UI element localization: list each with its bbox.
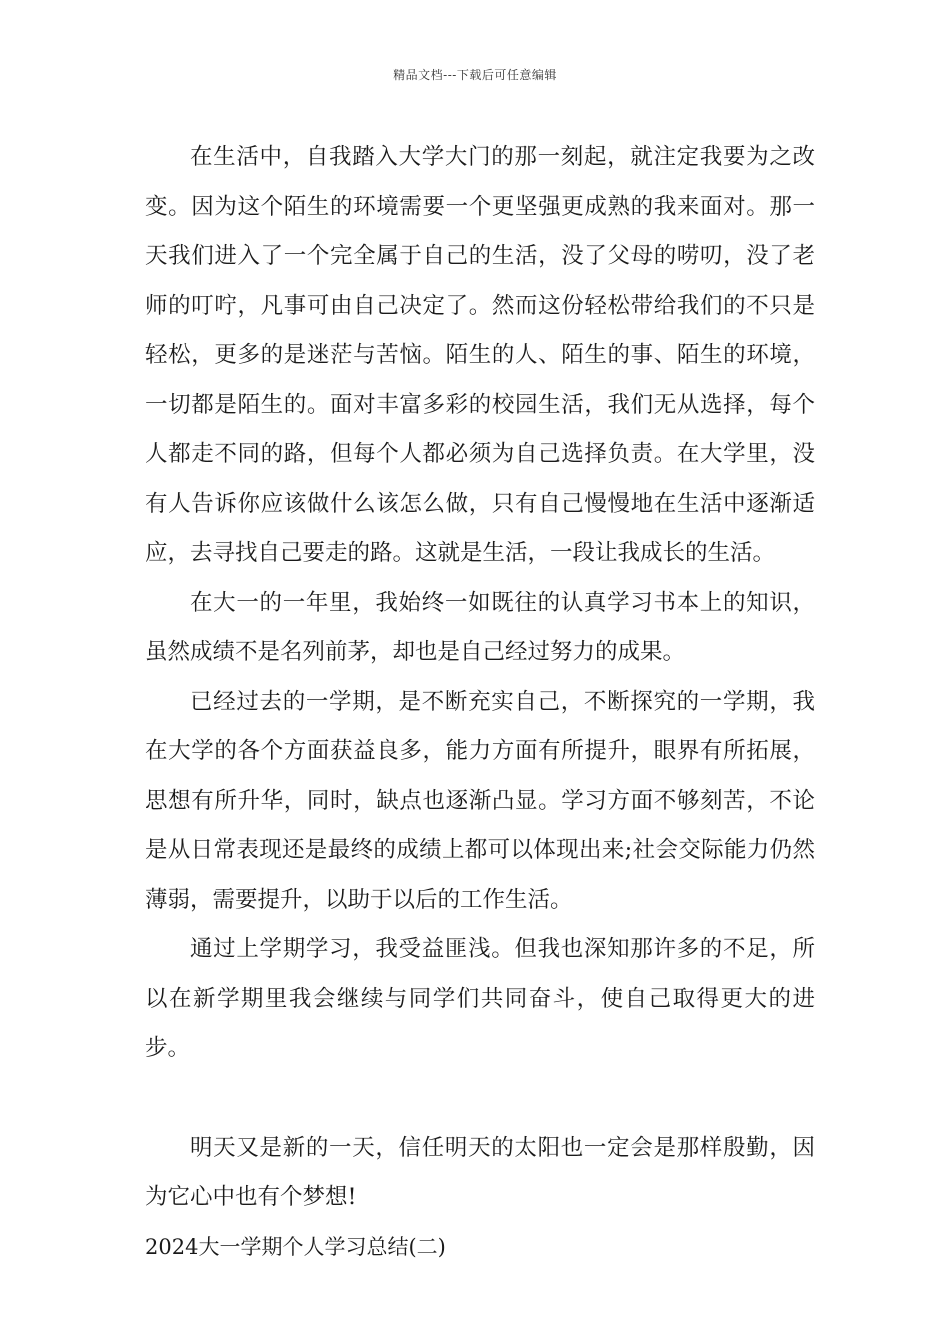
section-heading: 2024大一学期个人学习总结(二) <box>145 1234 446 1259</box>
paragraph-spacer <box>145 1074 815 1124</box>
page-header: 精品文档---下载后可任意编辑 <box>393 68 557 82</box>
paragraph-tomorrow: 明天又是新的一天，信任明天的太阳也一定会是那样殷勤，因为它心中也有个梦想! <box>145 1134 815 1210</box>
paragraph-new-semester: 通过上学期学习，我受益匪浅。但我也深知那许多的不足，所以在新学期里我会继续与同学们共同奋斗，使自己取得更大的进步。 <box>145 936 815 1061</box>
paragraph-freshman-year: 在大一的一年里，我始终一如既往的认真学习书本上的知识，虽然成绩不是名列前茅，却也是自己经过努力的成果。 <box>145 589 815 665</box>
document-body <box>145 133 815 1272</box>
paragraph-college-life: 在生活中，自我踏入大学大门的那一刻起，就注定我要为之改变。因为这个陌生的环境需要一个更坚强更成熟的我来面对。那一天我们进入了一个完全属于自己的生活，没了父母的唠叨，没了老师的叮咛，凡事可由自己决定了。然而这份轻松带给我们的不只是轻松，更多的是迷茫与苦恼。陌生的人、陌生的事、陌生的环境，一切都是陌生的。面对丰富多彩的校园生活，我们无从选择，每个人都走不同的路，但每个人都必须为自己选择负责。在大学里，没有人告诉你应该做什么该怎么做，只有自己慢慢地在生活中逐渐适应，去寻找自己要走的路。这就是生活，一段让我成长的生活。 <box>145 144 815 566</box>
paragraph-past-semester: 已经过去的一学期，是不断充实自己，不断探究的一学期，我在大学的各个方面获益良多，能力方面有所提升，眼界有所拓展，思想有所升华，同时，缺点也逐渐凸显。学习方面不够刻苦，不论是从日常表现还是最终的成绩上都可以体现出来;社会交际能力仍然薄弱，需要提升，以助于以后的工作生活。 <box>145 688 815 913</box>
